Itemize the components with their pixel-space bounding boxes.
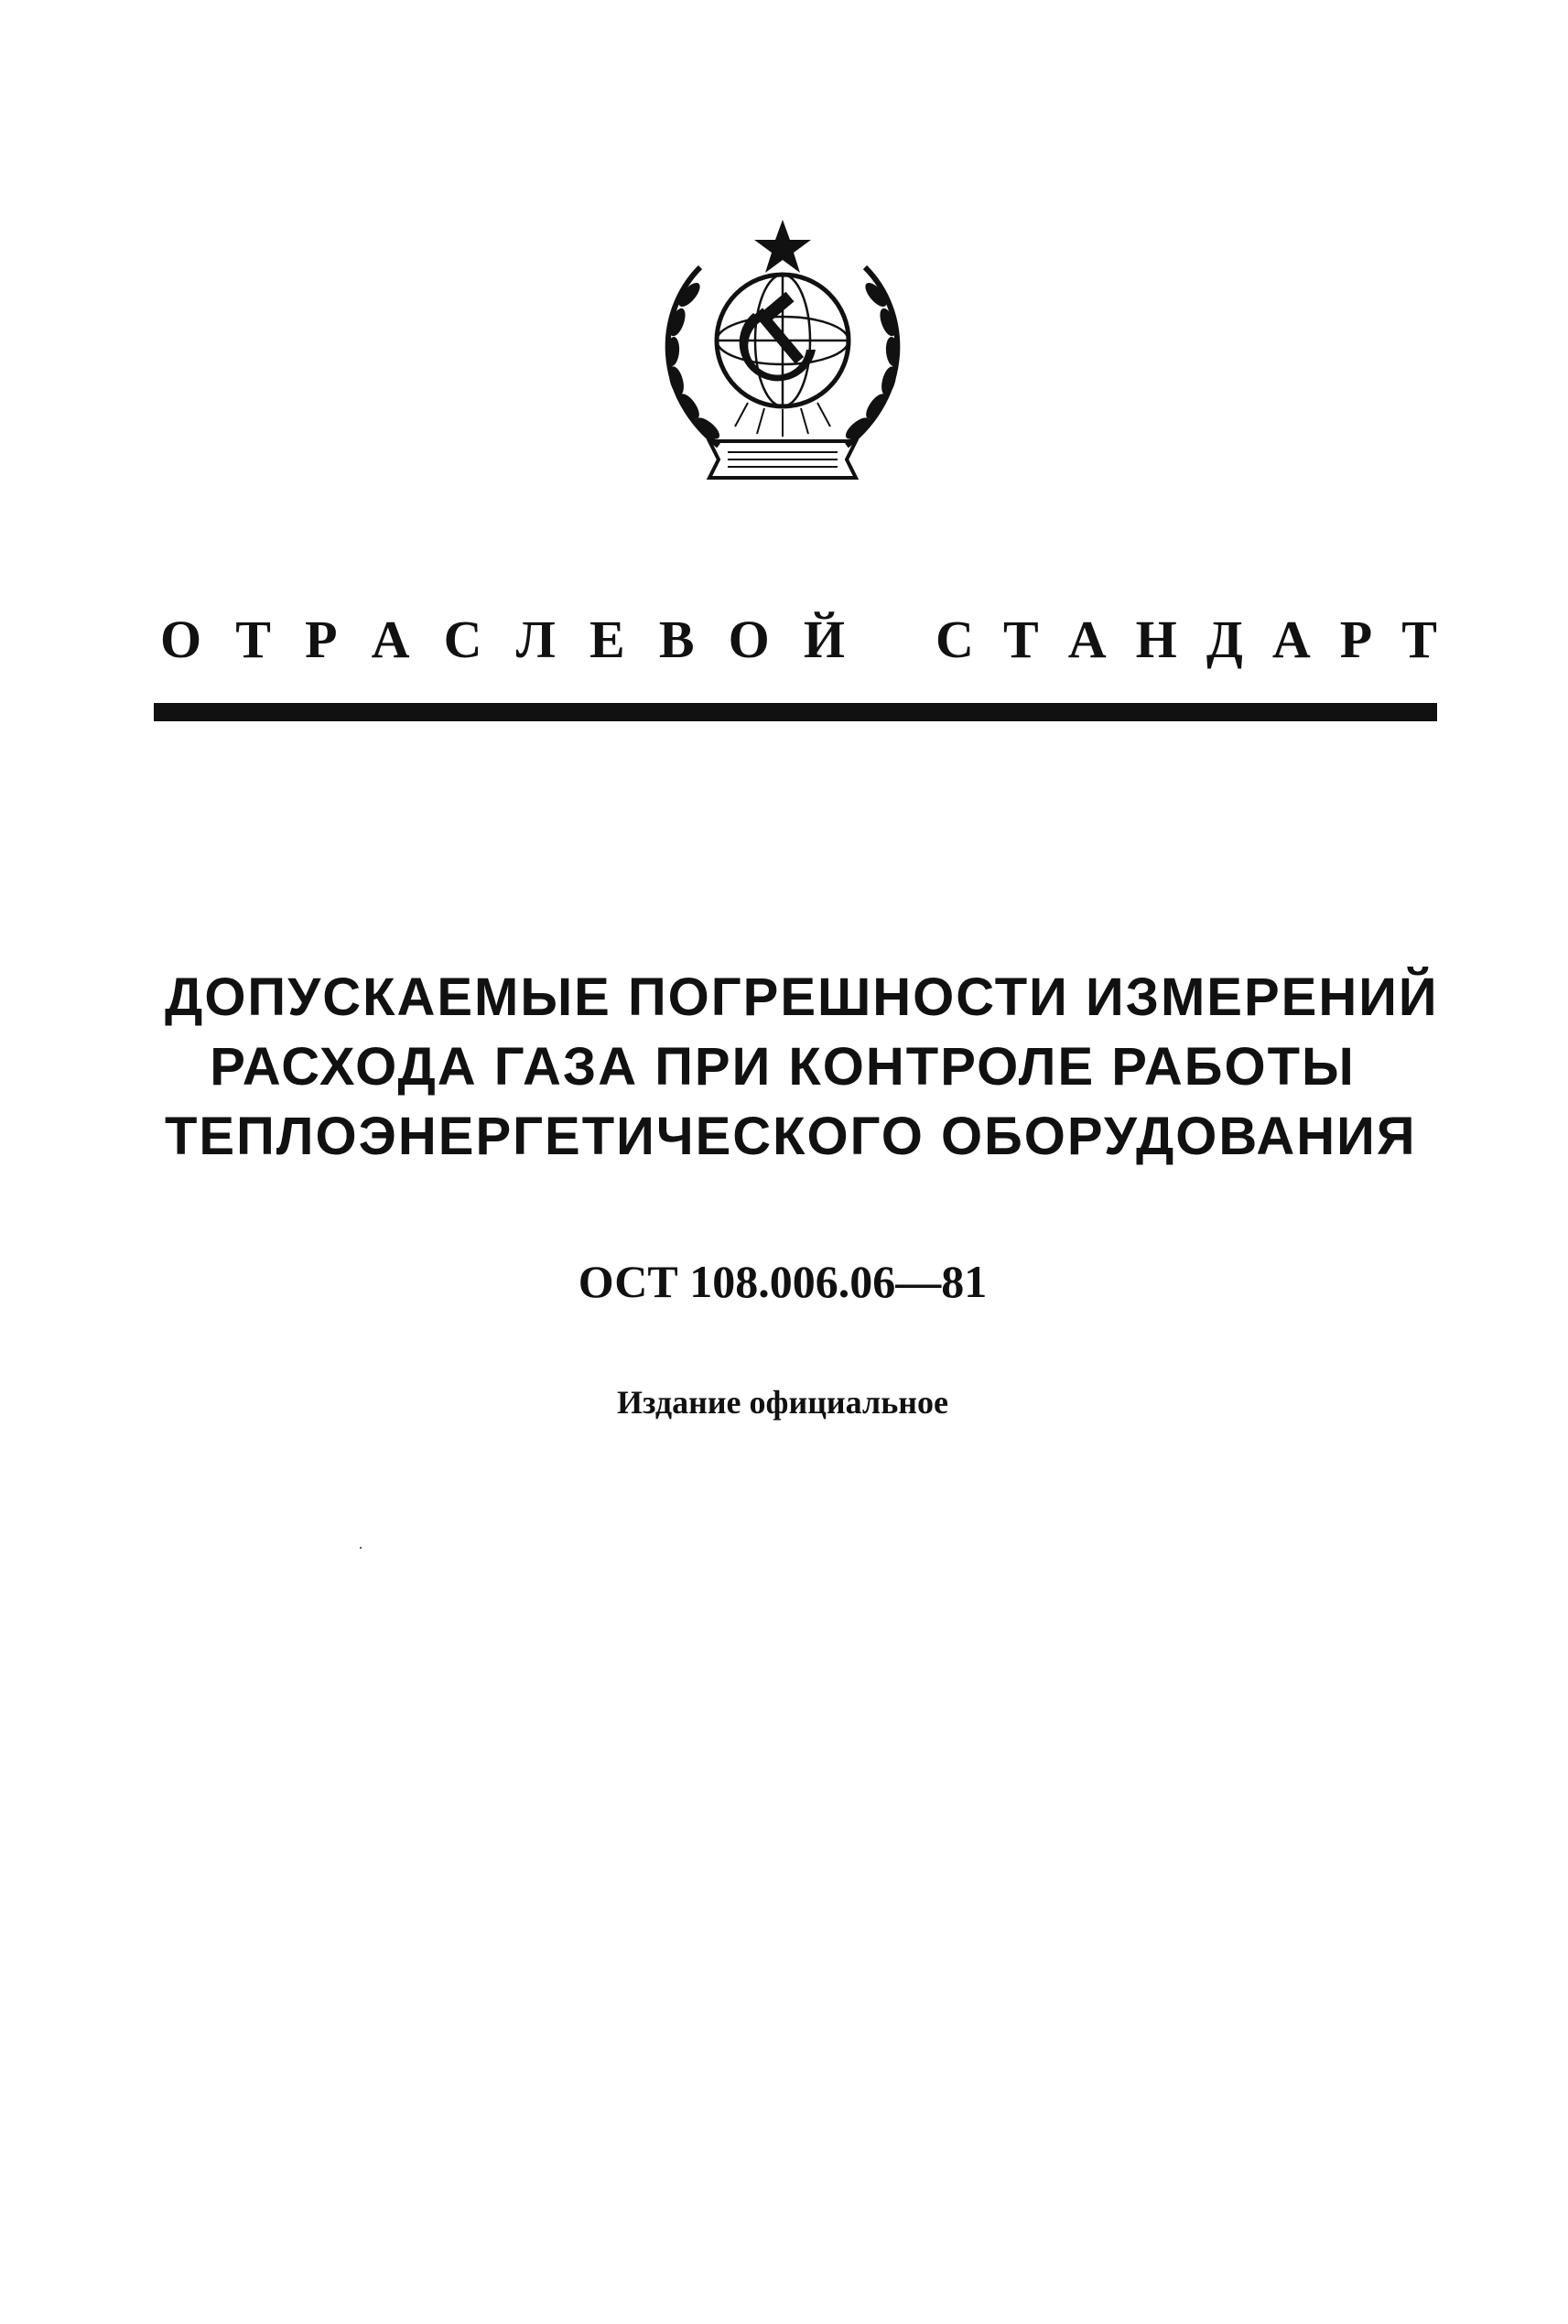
series-letter: О — [728, 610, 770, 669]
series-letter: С — [443, 610, 482, 669]
series-letter: Р — [1339, 610, 1373, 669]
document-title — [165, 963, 1439, 1172]
series-letter: Т — [1401, 610, 1437, 669]
standard-code: ОСТ 108.006.06—81 — [578, 1256, 988, 1307]
series-letter: А — [1067, 610, 1107, 669]
series-heading — [160, 610, 1437, 669]
title-line: РАСХОДА ГАЗА ПРИ КОНТРОЛЕ РАБОТЫ — [210, 1037, 1356, 1097]
series-word-1 — [160, 610, 845, 669]
edition-note: Издание официальное — [617, 1384, 948, 1421]
heading-rule-divider — [154, 703, 1437, 721]
series-letter: Й — [803, 610, 845, 669]
title-line: ТЕПЛОЭНЕРГЕТИЧЕСКОГО ОБОРУДОВАНИЯ — [165, 1107, 1417, 1166]
series-letter: Д — [1206, 610, 1243, 669]
series-letter: Л — [515, 610, 556, 669]
series-letter: Е — [589, 610, 625, 669]
series-letter: Р — [305, 610, 338, 669]
series-letter: Н — [1135, 610, 1177, 669]
series-letter: Т — [1002, 610, 1039, 669]
scan-speck — [360, 1547, 362, 1549]
series-letter: Т — [235, 610, 271, 669]
series-letter: А — [371, 610, 410, 669]
title-line: ДОПУСКАЕМЫЕ ПОГРЕШНОСТИ ИЗМЕРЕНИЙ — [165, 967, 1439, 1027]
series-letter: С — [935, 610, 974, 669]
series-word-2 — [935, 610, 1437, 669]
series-letter: А — [1271, 610, 1311, 669]
ussr-state-emblem-icon — [636, 212, 929, 496]
series-letter: В — [658, 610, 695, 669]
series-letter: О — [160, 610, 202, 669]
